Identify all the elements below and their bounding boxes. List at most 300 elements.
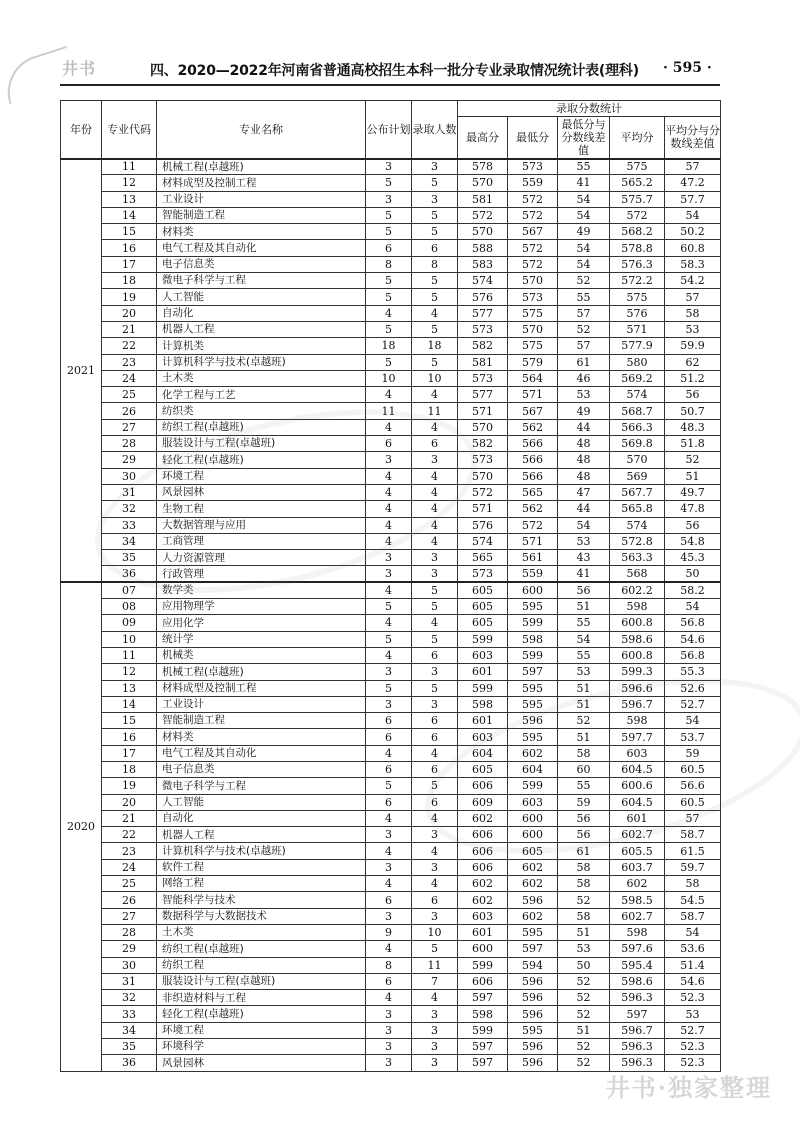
code-cell: 24 bbox=[102, 859, 157, 875]
plan-cell: 3 bbox=[366, 1055, 412, 1071]
min-diff-cell: 61 bbox=[558, 354, 610, 370]
avg-score-cell: 601 bbox=[610, 810, 665, 826]
major-name-cell: 智能制造工程 bbox=[157, 713, 366, 729]
min-diff-cell: 54 bbox=[558, 517, 610, 533]
code-cell: 14 bbox=[102, 207, 157, 223]
enrolled-cell: 3 bbox=[412, 664, 458, 680]
code-cell: 10 bbox=[102, 631, 157, 647]
code-cell: 11 bbox=[102, 159, 157, 175]
page-title: 四、2020—2022年河南省普通高校招生本科一批分专业录取情况统计表(理科) bbox=[150, 63, 639, 79]
avg-score-cell: 575 bbox=[610, 289, 665, 305]
major-name-cell: 数据科学与大数据技术 bbox=[157, 908, 366, 924]
max-score-cell: 603 bbox=[458, 729, 508, 745]
avg-diff-cell: 52.3 bbox=[665, 1039, 721, 1055]
enrolled-cell: 3 bbox=[412, 1055, 458, 1071]
avg-diff-cell: 48.3 bbox=[665, 419, 721, 435]
avg-diff-cell: 54 bbox=[665, 599, 721, 615]
major-name-cell: 机械工程(卓越班) bbox=[157, 159, 366, 175]
plan-cell: 5 bbox=[366, 207, 412, 223]
avg-diff-cell: 49.7 bbox=[665, 484, 721, 500]
min-diff-cell: 49 bbox=[558, 224, 610, 240]
code-cell: 21 bbox=[102, 321, 157, 337]
code-cell: 24 bbox=[102, 370, 157, 386]
enrolled-cell: 5 bbox=[412, 631, 458, 647]
header-min-diff: 最低分与分数线差值 bbox=[558, 117, 610, 159]
max-score-cell: 573 bbox=[458, 566, 508, 582]
avg-score-cell: 596.3 bbox=[610, 1039, 665, 1055]
min-diff-cell: 52 bbox=[558, 1039, 610, 1055]
min-diff-cell: 58 bbox=[558, 876, 610, 892]
table-row bbox=[61, 761, 721, 777]
code-cell: 27 bbox=[102, 419, 157, 435]
table-row bbox=[61, 729, 721, 745]
min-score-cell: 599 bbox=[508, 615, 558, 631]
avg-score-cell: 603.7 bbox=[610, 859, 665, 875]
plan-cell: 5 bbox=[366, 289, 412, 305]
code-cell: 31 bbox=[102, 484, 157, 500]
avg-diff-cell: 55.3 bbox=[665, 664, 721, 680]
min-diff-cell: 51 bbox=[558, 599, 610, 615]
avg-score-cell: 598.6 bbox=[610, 973, 665, 989]
max-score-cell: 573 bbox=[458, 370, 508, 386]
major-name-cell: 数学类 bbox=[157, 582, 366, 598]
max-score-cell: 597 bbox=[458, 1055, 508, 1071]
code-cell: 07 bbox=[102, 582, 157, 598]
major-name-cell: 微电子科学与工程 bbox=[157, 778, 366, 794]
code-cell: 13 bbox=[102, 680, 157, 696]
max-score-cell: 598 bbox=[458, 696, 508, 712]
code-cell: 18 bbox=[102, 761, 157, 777]
enrolled-cell: 5 bbox=[412, 778, 458, 794]
plan-cell: 8 bbox=[366, 256, 412, 272]
table-row bbox=[61, 419, 721, 435]
plan-cell: 3 bbox=[366, 696, 412, 712]
code-cell: 29 bbox=[102, 452, 157, 468]
min-diff-cell: 53 bbox=[558, 664, 610, 680]
code-cell: 34 bbox=[102, 1022, 157, 1038]
enrolled-cell: 5 bbox=[412, 321, 458, 337]
year-cell: 2020 bbox=[61, 582, 102, 1071]
code-cell: 27 bbox=[102, 908, 157, 924]
avg-score-cell: 598 bbox=[610, 924, 665, 940]
major-name-cell: 人工智能 bbox=[157, 794, 366, 810]
avg-diff-cell: 50 bbox=[665, 566, 721, 582]
table-row bbox=[61, 550, 721, 566]
avg-diff-cell: 62 bbox=[665, 354, 721, 370]
avg-diff-cell: 60.5 bbox=[665, 761, 721, 777]
min-score-cell: 572 bbox=[508, 517, 558, 533]
avg-diff-cell: 59.9 bbox=[665, 338, 721, 354]
avg-score-cell: 597.6 bbox=[610, 941, 665, 957]
major-name-cell: 化学工程与工艺 bbox=[157, 387, 366, 403]
max-score-cell: 577 bbox=[458, 305, 508, 321]
plan-cell: 3 bbox=[366, 1022, 412, 1038]
avg-diff-cell: 56 bbox=[665, 387, 721, 403]
plan-cell: 4 bbox=[366, 941, 412, 957]
plan-cell: 4 bbox=[366, 533, 412, 549]
avg-score-cell: 604.5 bbox=[610, 761, 665, 777]
min-diff-cell: 51 bbox=[558, 924, 610, 940]
major-name-cell: 风景园林 bbox=[157, 484, 366, 500]
min-score-cell: 573 bbox=[508, 289, 558, 305]
max-score-cell: 582 bbox=[458, 436, 508, 452]
enrolled-cell: 3 bbox=[412, 859, 458, 875]
min-score-cell: 602 bbox=[508, 745, 558, 761]
table-row bbox=[61, 680, 721, 696]
major-name-cell: 机器人工程 bbox=[157, 827, 366, 843]
avg-score-cell: 565.2 bbox=[610, 175, 665, 191]
min-score-cell: 596 bbox=[508, 990, 558, 1006]
avg-diff-cell: 51.4 bbox=[665, 957, 721, 973]
enrolled-cell: 6 bbox=[412, 761, 458, 777]
min-diff-cell: 52 bbox=[558, 321, 610, 337]
max-score-cell: 603 bbox=[458, 647, 508, 663]
header-name: 专业名称 bbox=[157, 101, 366, 159]
code-cell: 22 bbox=[102, 338, 157, 354]
avg-score-cell: 566.3 bbox=[610, 419, 665, 435]
avg-score-cell: 576 bbox=[610, 305, 665, 321]
min-score-cell: 566 bbox=[508, 436, 558, 452]
enrolled-cell: 3 bbox=[412, 566, 458, 582]
enrolled-cell: 3 bbox=[412, 908, 458, 924]
code-cell: 22 bbox=[102, 827, 157, 843]
code-cell: 30 bbox=[102, 468, 157, 484]
avg-diff-cell: 54.2 bbox=[665, 273, 721, 289]
max-score-cell: 606 bbox=[458, 843, 508, 859]
min-diff-cell: 52 bbox=[558, 273, 610, 289]
min-score-cell: 595 bbox=[508, 729, 558, 745]
avg-diff-cell: 45.3 bbox=[665, 550, 721, 566]
code-cell: 23 bbox=[102, 354, 157, 370]
table-row bbox=[61, 370, 721, 386]
min-score-cell: 600 bbox=[508, 582, 558, 598]
plan-cell: 5 bbox=[366, 631, 412, 647]
avg-score-cell: 569.2 bbox=[610, 370, 665, 386]
enrolled-cell: 4 bbox=[412, 615, 458, 631]
min-score-cell: 564 bbox=[508, 370, 558, 386]
table-row bbox=[61, 810, 721, 826]
code-cell: 26 bbox=[102, 892, 157, 908]
plan-cell: 3 bbox=[366, 191, 412, 207]
plan-cell: 4 bbox=[366, 810, 412, 826]
code-cell: 20 bbox=[102, 794, 157, 810]
min-diff-cell: 55 bbox=[558, 159, 610, 175]
major-name-cell: 机械工程(卓越班) bbox=[157, 664, 366, 680]
min-score-cell: 566 bbox=[508, 468, 558, 484]
avg-score-cell: 596.6 bbox=[610, 680, 665, 696]
max-score-cell: 601 bbox=[458, 664, 508, 680]
enrolled-cell: 6 bbox=[412, 647, 458, 663]
max-score-cell: 606 bbox=[458, 973, 508, 989]
min-score-cell: 602 bbox=[508, 908, 558, 924]
plan-cell: 3 bbox=[366, 859, 412, 875]
avg-diff-cell: 58.3 bbox=[665, 256, 721, 272]
min-score-cell: 599 bbox=[508, 778, 558, 794]
avg-diff-cell: 56.6 bbox=[665, 778, 721, 794]
plan-cell: 5 bbox=[366, 175, 412, 191]
min-score-cell: 598 bbox=[508, 631, 558, 647]
avg-diff-cell: 54 bbox=[665, 713, 721, 729]
enrolled-cell: 18 bbox=[412, 338, 458, 354]
major-name-cell: 自动化 bbox=[157, 810, 366, 826]
min-score-cell: 575 bbox=[508, 305, 558, 321]
table-row bbox=[61, 191, 721, 207]
avg-diff-cell: 57 bbox=[665, 159, 721, 175]
max-score-cell: 599 bbox=[458, 957, 508, 973]
max-score-cell: 583 bbox=[458, 256, 508, 272]
min-diff-cell: 51 bbox=[558, 696, 610, 712]
enrolled-cell: 4 bbox=[412, 468, 458, 484]
table-row bbox=[61, 289, 721, 305]
avg-score-cell: 600.8 bbox=[610, 615, 665, 631]
avg-diff-cell: 53.7 bbox=[665, 729, 721, 745]
max-score-cell: 603 bbox=[458, 908, 508, 924]
max-score-cell: 606 bbox=[458, 778, 508, 794]
plan-cell: 4 bbox=[366, 745, 412, 761]
table-row bbox=[61, 908, 721, 924]
plan-cell: 3 bbox=[366, 664, 412, 680]
table-row bbox=[61, 827, 721, 843]
table-row bbox=[61, 273, 721, 289]
avg-score-cell: 565.8 bbox=[610, 501, 665, 517]
min-score-cell: 570 bbox=[508, 273, 558, 289]
min-diff-cell: 54 bbox=[558, 631, 610, 647]
avg-score-cell: 576.3 bbox=[610, 256, 665, 272]
code-cell: 17 bbox=[102, 256, 157, 272]
min-diff-cell: 49 bbox=[558, 403, 610, 419]
min-diff-cell: 47 bbox=[558, 484, 610, 500]
code-cell: 28 bbox=[102, 436, 157, 452]
major-name-cell: 纺织工程(卓越班) bbox=[157, 941, 366, 957]
max-score-cell: 577 bbox=[458, 387, 508, 403]
enrolled-cell: 4 bbox=[412, 990, 458, 1006]
max-score-cell: 601 bbox=[458, 924, 508, 940]
major-name-cell: 材料类 bbox=[157, 224, 366, 240]
table-row bbox=[61, 1006, 721, 1022]
major-name-cell: 计算机科学与技术(卓越班) bbox=[157, 843, 366, 859]
plan-cell: 3 bbox=[366, 452, 412, 468]
header-rule bbox=[60, 84, 720, 86]
avg-score-cell: 602.7 bbox=[610, 827, 665, 843]
table-row bbox=[61, 924, 721, 940]
avg-diff-cell: 51.2 bbox=[665, 370, 721, 386]
code-cell: 16 bbox=[102, 729, 157, 745]
min-diff-cell: 53 bbox=[558, 941, 610, 957]
table-row bbox=[61, 175, 721, 191]
avg-score-cell: 572.8 bbox=[610, 533, 665, 549]
major-name-cell: 计算机科学与技术(卓越班) bbox=[157, 354, 366, 370]
avg-score-cell: 605.5 bbox=[610, 843, 665, 859]
enrolled-cell: 4 bbox=[412, 419, 458, 435]
avg-diff-cell: 52.3 bbox=[665, 1055, 721, 1071]
table-row bbox=[61, 1022, 721, 1038]
plan-cell: 3 bbox=[366, 550, 412, 566]
code-cell: 16 bbox=[102, 240, 157, 256]
plan-cell: 6 bbox=[366, 713, 412, 729]
header-year: 年份 bbox=[61, 101, 102, 159]
avg-diff-cell: 50.2 bbox=[665, 224, 721, 240]
min-diff-cell: 43 bbox=[558, 550, 610, 566]
min-score-cell: 602 bbox=[508, 876, 558, 892]
enrolled-cell: 6 bbox=[412, 436, 458, 452]
min-score-cell: 603 bbox=[508, 794, 558, 810]
avg-diff-cell: 61.5 bbox=[665, 843, 721, 859]
avg-score-cell: 574 bbox=[610, 387, 665, 403]
avg-score-cell: 598 bbox=[610, 713, 665, 729]
plan-cell: 6 bbox=[366, 729, 412, 745]
plan-cell: 4 bbox=[366, 387, 412, 403]
enrolled-cell: 4 bbox=[412, 517, 458, 533]
min-diff-cell: 55 bbox=[558, 778, 610, 794]
min-score-cell: 567 bbox=[508, 224, 558, 240]
avg-diff-cell: 50.7 bbox=[665, 403, 721, 419]
max-score-cell: 572 bbox=[458, 484, 508, 500]
enrolled-cell: 5 bbox=[412, 680, 458, 696]
min-diff-cell: 58 bbox=[558, 908, 610, 924]
table-row bbox=[61, 436, 721, 452]
min-diff-cell: 51 bbox=[558, 1022, 610, 1038]
plan-cell: 8 bbox=[366, 957, 412, 973]
enrolled-cell: 4 bbox=[412, 876, 458, 892]
enrolled-cell: 4 bbox=[412, 387, 458, 403]
major-name-cell: 纺织类 bbox=[157, 403, 366, 419]
enrolled-cell: 5 bbox=[412, 582, 458, 598]
enrolled-cell: 3 bbox=[412, 696, 458, 712]
avg-diff-cell: 58.2 bbox=[665, 582, 721, 598]
table-row bbox=[61, 941, 721, 957]
avg-score-cell: 575.7 bbox=[610, 191, 665, 207]
plan-cell: 3 bbox=[366, 827, 412, 843]
table-row bbox=[61, 745, 721, 761]
avg-score-cell: 598.5 bbox=[610, 892, 665, 908]
plan-cell: 18 bbox=[366, 338, 412, 354]
min-score-cell: 559 bbox=[508, 566, 558, 582]
avg-diff-cell: 51.8 bbox=[665, 436, 721, 452]
code-cell: 35 bbox=[102, 550, 157, 566]
code-cell: 08 bbox=[102, 599, 157, 615]
min-score-cell: 562 bbox=[508, 419, 558, 435]
min-score-cell: 605 bbox=[508, 843, 558, 859]
avg-score-cell: 568 bbox=[610, 566, 665, 582]
enrolled-cell: 7 bbox=[412, 973, 458, 989]
avg-score-cell: 596.3 bbox=[610, 1055, 665, 1071]
avg-score-cell: 597 bbox=[610, 1006, 665, 1022]
min-diff-cell: 52 bbox=[558, 990, 610, 1006]
header-avg: 平均分 bbox=[610, 117, 665, 159]
min-score-cell: 596 bbox=[508, 1006, 558, 1022]
avg-score-cell: 578.8 bbox=[610, 240, 665, 256]
table-row bbox=[61, 224, 721, 240]
max-score-cell: 581 bbox=[458, 354, 508, 370]
min-diff-cell: 48 bbox=[558, 436, 610, 452]
table-row bbox=[61, 501, 721, 517]
code-cell: 12 bbox=[102, 664, 157, 680]
avg-score-cell: 598.6 bbox=[610, 631, 665, 647]
major-name-cell: 生物工程 bbox=[157, 501, 366, 517]
avg-score-cell: 604.5 bbox=[610, 794, 665, 810]
min-score-cell: 570 bbox=[508, 321, 558, 337]
enrolled-cell: 4 bbox=[412, 810, 458, 826]
max-score-cell: 574 bbox=[458, 533, 508, 549]
enrolled-cell: 4 bbox=[412, 305, 458, 321]
min-score-cell: 572 bbox=[508, 191, 558, 207]
min-diff-cell: 58 bbox=[558, 859, 610, 875]
min-diff-cell: 44 bbox=[558, 501, 610, 517]
code-cell: 26 bbox=[102, 403, 157, 419]
avg-score-cell: 574 bbox=[610, 517, 665, 533]
table-row bbox=[61, 240, 721, 256]
enrolled-cell: 5 bbox=[412, 354, 458, 370]
avg-diff-cell: 52.7 bbox=[665, 1022, 721, 1038]
min-diff-cell: 56 bbox=[558, 810, 610, 826]
table-row bbox=[61, 892, 721, 908]
header-avg-diff: 平均分与分数线差值 bbox=[665, 117, 721, 159]
min-diff-cell: 52 bbox=[558, 1006, 610, 1022]
major-name-cell: 软件工程 bbox=[157, 859, 366, 875]
code-cell: 32 bbox=[102, 990, 157, 1006]
table-row bbox=[61, 387, 721, 403]
max-score-cell: 565 bbox=[458, 550, 508, 566]
avg-score-cell: 598 bbox=[610, 599, 665, 615]
avg-diff-cell: 58.7 bbox=[665, 908, 721, 924]
avg-diff-cell: 59.7 bbox=[665, 859, 721, 875]
min-diff-cell: 59 bbox=[558, 794, 610, 810]
major-name-cell: 应用物理学 bbox=[157, 599, 366, 615]
table-row bbox=[61, 778, 721, 794]
avg-diff-cell: 57 bbox=[665, 289, 721, 305]
plan-cell: 4 bbox=[366, 876, 412, 892]
min-score-cell: 597 bbox=[508, 941, 558, 957]
enrolled-cell: 6 bbox=[412, 713, 458, 729]
avg-score-cell: 570 bbox=[610, 452, 665, 468]
major-name-cell: 材料类 bbox=[157, 729, 366, 745]
header-enrolled: 录取人数 bbox=[412, 101, 458, 159]
min-score-cell: 559 bbox=[508, 175, 558, 191]
avg-diff-cell: 59 bbox=[665, 745, 721, 761]
admission-statistics-table bbox=[60, 100, 721, 1072]
min-diff-cell: 46 bbox=[558, 370, 610, 386]
min-diff-cell: 48 bbox=[558, 468, 610, 484]
min-diff-cell: 50 bbox=[558, 957, 610, 973]
table-row bbox=[61, 207, 721, 223]
major-name-cell: 服装设计与工程(卓越班) bbox=[157, 436, 366, 452]
min-score-cell: 572 bbox=[508, 240, 558, 256]
min-diff-cell: 55 bbox=[558, 647, 610, 663]
avg-diff-cell: 54.6 bbox=[665, 973, 721, 989]
table-row bbox=[61, 973, 721, 989]
plan-cell: 4 bbox=[366, 305, 412, 321]
code-cell: 18 bbox=[102, 273, 157, 289]
page-header bbox=[0, 58, 800, 82]
table-row bbox=[61, 1039, 721, 1055]
max-score-cell: 602 bbox=[458, 876, 508, 892]
max-score-cell: 597 bbox=[458, 990, 508, 1006]
major-name-cell: 统计学 bbox=[157, 631, 366, 647]
plan-cell: 6 bbox=[366, 761, 412, 777]
max-score-cell: 598 bbox=[458, 1006, 508, 1022]
table-row bbox=[61, 468, 721, 484]
min-diff-cell: 48 bbox=[558, 452, 610, 468]
enrolled-cell: 3 bbox=[412, 550, 458, 566]
avg-score-cell: 572.2 bbox=[610, 273, 665, 289]
major-name-cell: 工商管理 bbox=[157, 533, 366, 549]
code-cell: 35 bbox=[102, 1039, 157, 1055]
table-row bbox=[61, 990, 721, 1006]
enrolled-cell: 5 bbox=[412, 273, 458, 289]
min-diff-cell: 44 bbox=[558, 419, 610, 435]
min-score-cell: 565 bbox=[508, 484, 558, 500]
table-row bbox=[61, 517, 721, 533]
